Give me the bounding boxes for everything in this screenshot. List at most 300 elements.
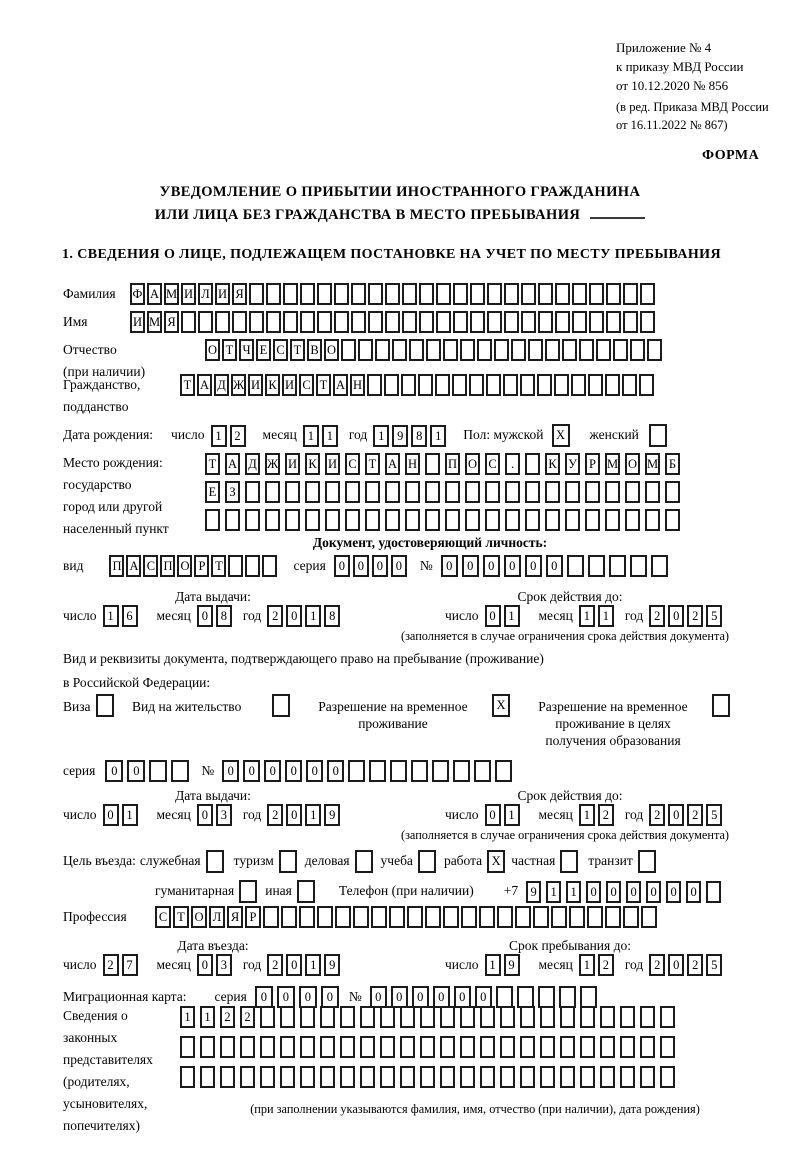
migration-series-cells-4[interactable]: 0 — [321, 986, 339, 1008]
surname-cells-29[interactable] — [606, 283, 621, 305]
name-cells-6[interactable] — [215, 311, 230, 333]
entry-month-cells-1[interactable]: 0 — [197, 954, 213, 976]
migration-number-cells-11[interactable] — [580, 986, 597, 1008]
representatives-row2-cells-14[interactable] — [440, 1036, 455, 1058]
birth-day-cells-1[interactable]: 1 — [211, 425, 227, 447]
birth-place-row1-cells-14[interactable]: О — [465, 453, 480, 475]
surname-cells-17[interactable] — [402, 283, 417, 305]
name-cells-17[interactable] — [402, 311, 417, 333]
birth-place-row3-cells-9[interactable] — [365, 509, 380, 531]
doc-valid-year-cells-4[interactable]: 5 — [706, 605, 722, 627]
migration-number-cells-5[interactable]: 0 — [454, 986, 471, 1008]
migration-series-cells-2[interactable]: 0 — [277, 986, 295, 1008]
representatives-row2-cells-7[interactable] — [300, 1036, 315, 1058]
name-cells-12[interactable] — [317, 311, 332, 333]
surname-cells-25[interactable] — [538, 283, 553, 305]
name-cells-21[interactable] — [470, 311, 485, 333]
residence-series-cells-2[interactable]: 0 — [127, 760, 145, 782]
birth-year-cells-2[interactable]: 9 — [392, 425, 408, 447]
citizenship-cells-21[interactable] — [520, 374, 535, 396]
doc-number-cells-3[interactable]: 0 — [483, 555, 500, 577]
residence-number-cells-7[interactable] — [348, 760, 365, 782]
birth-place-row1-cells-16[interactable]: . — [505, 453, 520, 475]
surname-cells-5[interactable]: Л — [198, 283, 213, 305]
profession-cells-21[interactable] — [515, 906, 531, 928]
residence-valid-month-cells-1[interactable]: 1 — [579, 804, 595, 826]
residence-issue-year-cells-3[interactable]: 1 — [305, 804, 321, 826]
name-cells-3[interactable]: Я — [164, 311, 179, 333]
birth-place-row2-cells-12[interactable] — [425, 481, 440, 503]
surname-cells-1[interactable]: Ф — [130, 283, 145, 305]
birth-place-row1-cells-8[interactable]: С — [345, 453, 360, 475]
stay-year-cells-2[interactable]: 0 — [668, 954, 684, 976]
representatives-row2-cells-6[interactable] — [280, 1036, 295, 1058]
birth-place-row2-cells-21[interactable] — [605, 481, 620, 503]
doc-number-cells-5[interactable]: 0 — [525, 555, 542, 577]
citizenship-cells-16[interactable] — [435, 374, 450, 396]
patronymic-cells-1[interactable]: О — [205, 339, 220, 361]
representatives-row1-cells-18[interactable] — [520, 1006, 535, 1028]
birth-place-row1-cells-20[interactable]: Р — [585, 453, 600, 475]
name-cells-23[interactable] — [504, 311, 519, 333]
doc-series-cells-1[interactable]: 0 — [334, 555, 350, 577]
representatives-row1-cells-11[interactable] — [380, 1006, 395, 1028]
birth-place-row3-cells-7[interactable] — [325, 509, 340, 531]
patronymic-cells-20[interactable] — [528, 339, 543, 361]
birth-place-row1-cells-23[interactable]: М — [645, 453, 660, 475]
representatives-row1-cells-22[interactable] — [600, 1006, 615, 1028]
patronymic-cells-8[interactable]: О — [324, 339, 339, 361]
name-cells-24[interactable] — [521, 311, 536, 333]
representatives-row3-cells-18[interactable] — [520, 1066, 535, 1088]
doc-number-cells-2[interactable]: 0 — [462, 555, 479, 577]
representatives-row3-cells-23[interactable] — [620, 1066, 635, 1088]
representatives-row3-cells-9[interactable] — [340, 1066, 355, 1088]
residence-series-cells-4[interactable] — [171, 760, 189, 782]
visa-checkbox-1[interactable] — [96, 694, 114, 717]
surname-cells-9[interactable] — [266, 283, 281, 305]
representatives-row2-cells-1[interactable] — [180, 1036, 195, 1058]
residence-number-cells-13[interactable] — [474, 760, 491, 782]
patronymic-cells-18[interactable] — [494, 339, 509, 361]
patronymic-cells-19[interactable] — [511, 339, 526, 361]
doc-issue-month-cells-2[interactable]: 8 — [216, 605, 232, 627]
birth-place-row2-cells-15[interactable] — [485, 481, 500, 503]
birth-place-row1-cells-1[interactable]: Т — [205, 453, 220, 475]
birth-place-row3-cells-22[interactable] — [625, 509, 640, 531]
representatives-row3-cells-7[interactable] — [300, 1066, 315, 1088]
representatives-row2-cells-24[interactable] — [640, 1036, 655, 1058]
patronymic-cells-13[interactable] — [409, 339, 424, 361]
migration-number-cells-9[interactable] — [538, 986, 555, 1008]
purpose-work-checkbox-1[interactable]: X — [487, 850, 505, 873]
patronymic-cells-24[interactable] — [596, 339, 611, 361]
birth-place-row2-cells-13[interactable] — [445, 481, 460, 503]
purpose-private-checkbox-1[interactable] — [560, 850, 578, 873]
birth-place-row1-cells-3[interactable]: Д — [245, 453, 260, 475]
stay-day-cells-1[interactable]: 1 — [485, 954, 501, 976]
purpose-other-checkbox-1[interactable] — [297, 880, 315, 903]
representatives-row3-cells-8[interactable] — [320, 1066, 335, 1088]
citizenship-cells-15[interactable] — [418, 374, 433, 396]
entry-year-cells-2[interactable]: 0 — [286, 954, 302, 976]
temp-permit-checkbox-1[interactable]: X — [492, 694, 510, 717]
citizenship-cells-22[interactable] — [537, 374, 552, 396]
representatives-row2-cells-20[interactable] — [560, 1036, 575, 1058]
birth-month-cells-1[interactable]: 1 — [303, 425, 319, 447]
migration-number-cells-2[interactable]: 0 — [391, 986, 408, 1008]
purpose-transit-checkbox-1[interactable] — [638, 850, 656, 873]
stay-year-cells-3[interactable]: 2 — [687, 954, 703, 976]
doc-issue-day-cells-1[interactable]: 1 — [103, 605, 119, 627]
birth-place-row2-cells-18[interactable] — [545, 481, 560, 503]
birth-place-row1-cells-12[interactable] — [425, 453, 440, 475]
birth-year-cells-4[interactable]: 1 — [430, 425, 446, 447]
birth-year-cells-1[interactable]: 1 — [373, 425, 389, 447]
citizenship-cells-18[interactable] — [469, 374, 484, 396]
surname-cells-19[interactable] — [436, 283, 451, 305]
doc-kind-cells-6[interactable]: Р — [194, 555, 209, 577]
profession-cells-20[interactable] — [497, 906, 513, 928]
birth-place-row1-cells-24[interactable]: Б — [665, 453, 680, 475]
doc-valid-year-cells-2[interactable]: 0 — [668, 605, 684, 627]
birth-place-row3-cells-12[interactable] — [425, 509, 440, 531]
phone-cells-3[interactable]: 1 — [566, 881, 581, 903]
surname-cells-30[interactable] — [623, 283, 638, 305]
doc-kind-cells-5[interactable]: О — [177, 555, 192, 577]
doc-number-cells-1[interactable]: 0 — [441, 555, 458, 577]
profession-cells-16[interactable] — [425, 906, 441, 928]
doc-number-cells-9[interactable] — [609, 555, 626, 577]
birth-place-row1-cells-10[interactable]: А — [385, 453, 400, 475]
surname-cells-31[interactable] — [640, 283, 655, 305]
doc-kind-cells-1[interactable]: П — [109, 555, 124, 577]
purpose-business-checkbox-1[interactable] — [355, 850, 373, 873]
representatives-row2-cells-12[interactable] — [400, 1036, 415, 1058]
surname-cells-6[interactable]: И — [215, 283, 230, 305]
birth-place-row3-cells-5[interactable] — [285, 509, 300, 531]
residence-valid-year-cells-4[interactable]: 5 — [706, 804, 722, 826]
residence-permit-checkbox-1[interactable] — [272, 694, 290, 717]
representatives-row2-cells-3[interactable] — [220, 1036, 235, 1058]
surname-cells-10[interactable] — [283, 283, 298, 305]
patronymic-cells-17[interactable] — [477, 339, 492, 361]
surname-cells-15[interactable] — [368, 283, 383, 305]
citizenship-cells-9[interactable]: Т — [316, 374, 331, 396]
representatives-row1-cells-2[interactable]: 1 — [200, 1006, 215, 1028]
patronymic-cells-15[interactable] — [443, 339, 458, 361]
representatives-row1-cells-7[interactable] — [300, 1006, 315, 1028]
citizenship-cells-8[interactable]: С — [299, 374, 314, 396]
surname-cells-20[interactable] — [453, 283, 468, 305]
doc-kind-cells-10[interactable] — [262, 555, 277, 577]
name-cells-29[interactable] — [606, 311, 621, 333]
representatives-row3-cells-17[interactable] — [500, 1066, 515, 1088]
name-cells-31[interactable] — [640, 311, 655, 333]
representatives-row1-cells-19[interactable] — [540, 1006, 555, 1028]
representatives-row3-cells-14[interactable] — [440, 1066, 455, 1088]
phone-cells-10[interactable] — [706, 881, 721, 903]
name-cells-2[interactable]: М — [147, 311, 162, 333]
residence-valid-year-cells-1[interactable]: 2 — [649, 804, 665, 826]
residence-number-cells-8[interactable] — [369, 760, 386, 782]
birth-place-row2-cells-24[interactable] — [665, 481, 680, 503]
patronymic-cells-14[interactable] — [426, 339, 441, 361]
representatives-row2-cells-8[interactable] — [320, 1036, 335, 1058]
representatives-row3-cells-19[interactable] — [540, 1066, 555, 1088]
name-cells-14[interactable] — [351, 311, 366, 333]
name-cells-30[interactable] — [623, 311, 638, 333]
doc-issue-year-cells-1[interactable]: 2 — [267, 605, 283, 627]
surname-cells-18[interactable] — [419, 283, 434, 305]
representatives-row3-cells-25[interactable] — [660, 1066, 675, 1088]
sex-male-checkbox-1[interactable]: X — [552, 424, 570, 447]
representatives-row1-cells-16[interactable] — [480, 1006, 495, 1028]
name-cells-1[interactable]: И — [130, 311, 145, 333]
birth-place-row2-cells-5[interactable] — [285, 481, 300, 503]
representatives-row1-cells-5[interactable] — [260, 1006, 275, 1028]
residence-number-cells-11[interactable] — [432, 760, 449, 782]
birth-place-row2-cells-6[interactable] — [305, 481, 320, 503]
profession-cells-24[interactable] — [569, 906, 585, 928]
birth-place-row2-cells-11[interactable] — [405, 481, 420, 503]
phone-cells-4[interactable]: 0 — [586, 881, 601, 903]
profession-cells-28[interactable] — [641, 906, 657, 928]
birth-place-row2-cells-16[interactable] — [505, 481, 520, 503]
representatives-row2-cells-16[interactable] — [480, 1036, 495, 1058]
residence-valid-day-cells-1[interactable]: 0 — [485, 804, 501, 826]
representatives-row2-cells-19[interactable] — [540, 1036, 555, 1058]
birth-place-row3-cells-15[interactable] — [485, 509, 500, 531]
phone-cells-5[interactable]: 0 — [606, 881, 621, 903]
name-cells-18[interactable] — [419, 311, 434, 333]
birth-place-row1-cells-19[interactable]: У — [565, 453, 580, 475]
birth-place-row3-cells-3[interactable] — [245, 509, 260, 531]
representatives-row1-cells-9[interactable] — [340, 1006, 355, 1028]
migration-number-cells-4[interactable]: 0 — [433, 986, 450, 1008]
patronymic-cells-12[interactable] — [392, 339, 407, 361]
citizenship-cells-2[interactable]: А — [197, 374, 212, 396]
name-cells-16[interactable] — [385, 311, 400, 333]
profession-cells-7[interactable] — [263, 906, 279, 928]
name-cells-15[interactable] — [368, 311, 383, 333]
doc-valid-month-cells-2[interactable]: 1 — [598, 605, 614, 627]
name-cells-11[interactable] — [300, 311, 315, 333]
stay-day-cells-2[interactable]: 9 — [504, 954, 520, 976]
doc-issue-year-cells-3[interactable]: 1 — [305, 605, 321, 627]
name-cells-9[interactable] — [266, 311, 281, 333]
patronymic-cells-6[interactable]: Т — [290, 339, 305, 361]
birth-place-row3-cells-20[interactable] — [585, 509, 600, 531]
surname-cells-2[interactable]: А — [147, 283, 162, 305]
doc-series-cells-4[interactable]: 0 — [391, 555, 407, 577]
birth-place-row1-cells-17[interactable] — [525, 453, 540, 475]
phone-cells-2[interactable]: 1 — [546, 881, 561, 903]
representatives-row3-cells-5[interactable] — [260, 1066, 275, 1088]
citizenship-cells-10[interactable]: А — [333, 374, 348, 396]
birth-place-row2-cells-2[interactable]: З — [225, 481, 240, 503]
birth-place-row1-cells-2[interactable]: А — [225, 453, 240, 475]
entry-year-cells-4[interactable]: 9 — [324, 954, 340, 976]
surname-cells-13[interactable] — [334, 283, 349, 305]
representatives-row3-cells-15[interactable] — [460, 1066, 475, 1088]
residence-number-cells-4[interactable]: 0 — [285, 760, 302, 782]
doc-issue-year-cells-2[interactable]: 0 — [286, 605, 302, 627]
birth-place-row2-cells-23[interactable] — [645, 481, 660, 503]
representatives-row3-cells-16[interactable] — [480, 1066, 495, 1088]
representatives-row3-cells-1[interactable] — [180, 1066, 195, 1088]
patronymic-cells-21[interactable] — [545, 339, 560, 361]
citizenship-cells-7[interactable]: И — [282, 374, 297, 396]
representatives-row1-cells-15[interactable] — [460, 1006, 475, 1028]
residence-number-cells-6[interactable]: 0 — [327, 760, 344, 782]
representatives-row3-cells-20[interactable] — [560, 1066, 575, 1088]
doc-number-cells-8[interactable] — [588, 555, 605, 577]
residence-number-cells-1[interactable]: 0 — [222, 760, 239, 782]
representatives-row3-cells-22[interactable] — [600, 1066, 615, 1088]
surname-cells-12[interactable] — [317, 283, 332, 305]
birth-place-row2-cells-10[interactable] — [385, 481, 400, 503]
profession-cells-10[interactable] — [317, 906, 333, 928]
representatives-row1-cells-21[interactable] — [580, 1006, 595, 1028]
citizenship-cells-11[interactable]: Н — [350, 374, 365, 396]
patronymic-cells-7[interactable]: В — [307, 339, 322, 361]
surname-cells-11[interactable] — [300, 283, 315, 305]
patronymic-cells-22[interactable] — [562, 339, 577, 361]
birth-place-row1-cells-15[interactable]: С — [485, 453, 500, 475]
phone-cells-9[interactable]: 0 — [686, 881, 701, 903]
citizenship-cells-13[interactable] — [384, 374, 399, 396]
representatives-row2-cells-21[interactable] — [580, 1036, 595, 1058]
entry-day-cells-2[interactable]: 7 — [122, 954, 138, 976]
surname-cells-14[interactable] — [351, 283, 366, 305]
birth-month-cells-2[interactable]: 1 — [322, 425, 338, 447]
profession-cells-12[interactable] — [353, 906, 369, 928]
representatives-row2-cells-10[interactable] — [360, 1036, 375, 1058]
stay-month-cells-2[interactable]: 2 — [598, 954, 614, 976]
patronymic-cells-5[interactable]: С — [273, 339, 288, 361]
birth-place-row3-cells-8[interactable] — [345, 509, 360, 531]
citizenship-cells-5[interactable]: И — [248, 374, 263, 396]
representatives-row1-cells-12[interactable] — [400, 1006, 415, 1028]
profession-cells-19[interactable] — [479, 906, 495, 928]
patronymic-cells-11[interactable] — [375, 339, 390, 361]
phone-cells-8[interactable]: 0 — [666, 881, 681, 903]
birth-place-row3-cells-19[interactable] — [565, 509, 580, 531]
residence-series-cells-3[interactable] — [149, 760, 167, 782]
residence-valid-year-cells-3[interactable]: 2 — [687, 804, 703, 826]
representatives-row2-cells-4[interactable] — [240, 1036, 255, 1058]
surname-cells-26[interactable] — [555, 283, 570, 305]
entry-day-cells-1[interactable]: 2 — [103, 954, 119, 976]
doc-series-cells-3[interactable]: 0 — [372, 555, 388, 577]
residence-number-cells-10[interactable] — [411, 760, 428, 782]
representatives-row1-cells-13[interactable] — [420, 1006, 435, 1028]
representatives-row1-cells-8[interactable] — [320, 1006, 335, 1028]
birth-day-cells-2[interactable]: 2 — [230, 425, 246, 447]
birth-place-row1-cells-22[interactable]: О — [625, 453, 640, 475]
representatives-row2-cells-11[interactable] — [380, 1036, 395, 1058]
doc-valid-day-cells-2[interactable]: 1 — [504, 605, 520, 627]
representatives-row1-cells-24[interactable] — [640, 1006, 655, 1028]
profession-cells-13[interactable] — [371, 906, 387, 928]
migration-number-cells-8[interactable] — [517, 986, 534, 1008]
profession-cells-26[interactable] — [605, 906, 621, 928]
patronymic-cells-3[interactable]: Ч — [239, 339, 254, 361]
birth-place-row3-cells-17[interactable] — [525, 509, 540, 531]
representatives-row1-cells-6[interactable] — [280, 1006, 295, 1028]
doc-kind-cells-2[interactable]: А — [126, 555, 141, 577]
birth-place-row2-cells-20[interactable] — [585, 481, 600, 503]
residence-issue-day-cells-2[interactable]: 1 — [122, 804, 138, 826]
birth-place-row2-cells-4[interactable] — [265, 481, 280, 503]
profession-cells-4[interactable]: Л — [209, 906, 225, 928]
doc-number-cells-10[interactable] — [630, 555, 647, 577]
entry-year-cells-3[interactable]: 1 — [305, 954, 321, 976]
representatives-row2-cells-17[interactable] — [500, 1036, 515, 1058]
birth-place-row1-cells-5[interactable]: И — [285, 453, 300, 475]
representatives-row3-cells-11[interactable] — [380, 1066, 395, 1088]
residence-valid-day-cells-2[interactable]: 1 — [504, 804, 520, 826]
birth-place-row2-cells-19[interactable] — [565, 481, 580, 503]
migration-series-cells-1[interactable]: 0 — [255, 986, 273, 1008]
birth-place-row2-cells-17[interactable] — [525, 481, 540, 503]
representatives-row2-cells-2[interactable] — [200, 1036, 215, 1058]
profession-cells-3[interactable]: О — [191, 906, 207, 928]
citizenship-cells-28[interactable] — [639, 374, 654, 396]
name-cells-27[interactable] — [572, 311, 587, 333]
representatives-row1-cells-4[interactable]: 2 — [240, 1006, 255, 1028]
surname-cells-23[interactable] — [504, 283, 519, 305]
profession-cells-27[interactable] — [623, 906, 639, 928]
representatives-row2-cells-18[interactable] — [520, 1036, 535, 1058]
doc-kind-cells-4[interactable]: П — [160, 555, 175, 577]
purpose-study-checkbox-1[interactable] — [418, 850, 436, 873]
surname-cells-22[interactable] — [487, 283, 502, 305]
residence-number-cells-9[interactable] — [390, 760, 407, 782]
profession-cells-22[interactable] — [533, 906, 549, 928]
profession-cells-2[interactable]: Т — [173, 906, 189, 928]
representatives-row2-cells-15[interactable] — [460, 1036, 475, 1058]
birth-place-row2-cells-1[interactable]: Е — [205, 481, 220, 503]
residence-number-cells-12[interactable] — [453, 760, 470, 782]
residence-valid-month-cells-2[interactable]: 2 — [598, 804, 614, 826]
citizenship-cells-14[interactable] — [401, 374, 416, 396]
birth-place-row3-cells-2[interactable] — [225, 509, 240, 531]
patronymic-cells-2[interactable]: Т — [222, 339, 237, 361]
doc-valid-year-cells-3[interactable]: 2 — [687, 605, 703, 627]
birth-place-row1-cells-9[interactable]: Т — [365, 453, 380, 475]
patronymic-cells-23[interactable] — [579, 339, 594, 361]
residence-series-cells-1[interactable]: 0 — [105, 760, 123, 782]
representatives-row3-cells-13[interactable] — [420, 1066, 435, 1088]
birth-place-row3-cells-23[interactable] — [645, 509, 660, 531]
birth-place-row3-cells-16[interactable] — [505, 509, 520, 531]
doc-number-cells-6[interactable]: 0 — [546, 555, 563, 577]
residence-issue-month-cells-2[interactable]: 3 — [216, 804, 232, 826]
representatives-row1-cells-17[interactable] — [500, 1006, 515, 1028]
name-cells-10[interactable] — [283, 311, 298, 333]
citizenship-cells-1[interactable]: Т — [180, 374, 195, 396]
phone-cells-7[interactable]: 0 — [646, 881, 661, 903]
birth-place-row2-cells-9[interactable] — [365, 481, 380, 503]
citizenship-cells-6[interactable]: К — [265, 374, 280, 396]
profession-cells-14[interactable] — [389, 906, 405, 928]
patronymic-cells-4[interactable]: Е — [256, 339, 271, 361]
birth-place-row3-cells-6[interactable] — [305, 509, 320, 531]
representatives-row3-cells-24[interactable] — [640, 1066, 655, 1088]
phone-cells-6[interactable]: 0 — [626, 881, 641, 903]
